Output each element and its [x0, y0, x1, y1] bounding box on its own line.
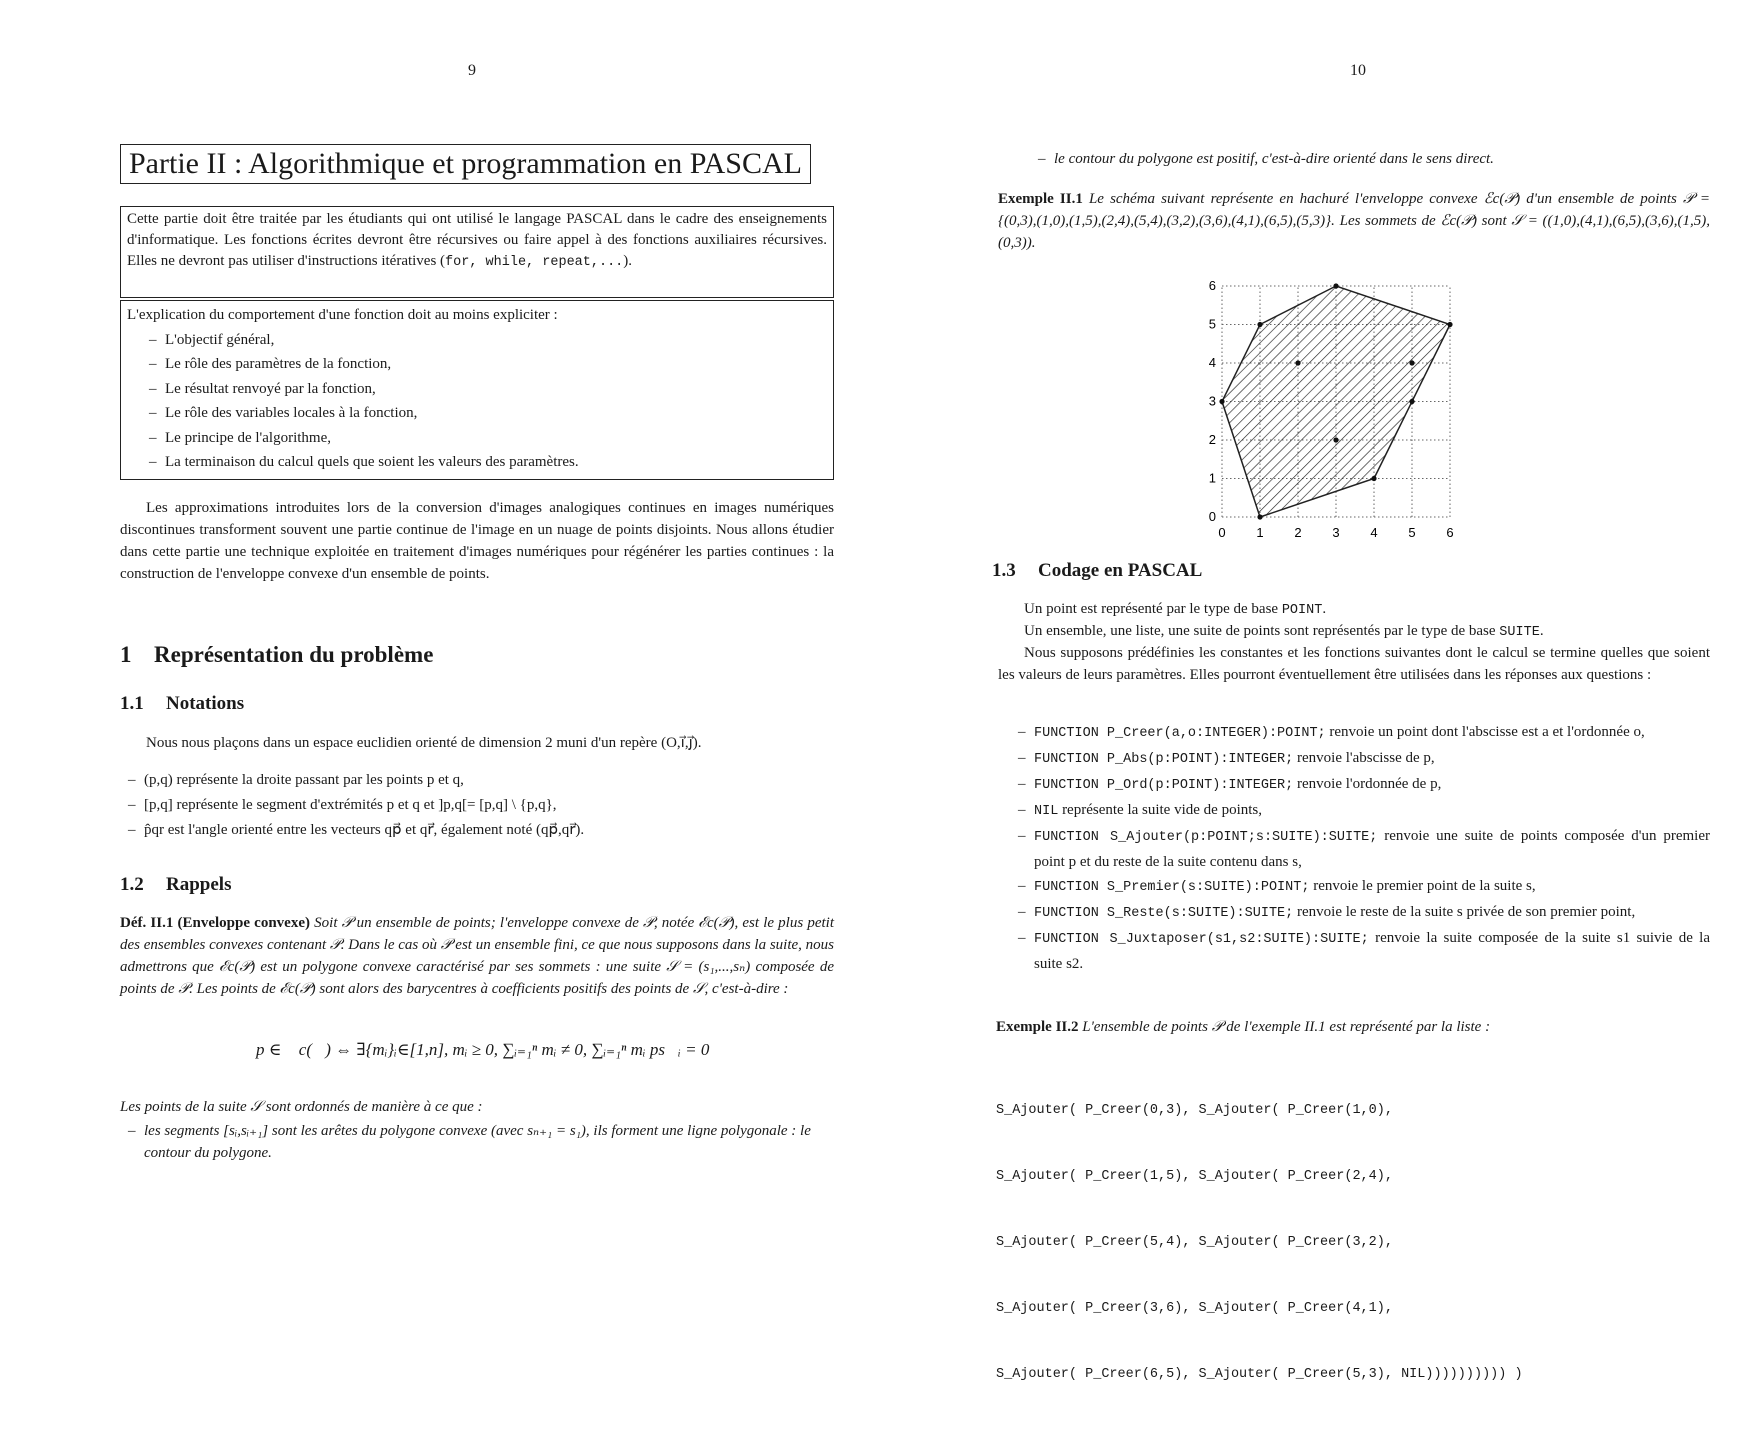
data-point: [1257, 514, 1262, 519]
subsection-title: Rappels: [166, 874, 232, 895]
list-item: [1014, 772, 1710, 798]
list-item: [1014, 720, 1710, 746]
y-tick-label: 3: [1208, 393, 1216, 409]
y-tick-label: 4: [1208, 355, 1216, 370]
coding-paragraph: Nous supposons prédéfinies les constantes et les fonctions suivantes dont le calcul se termine quelles que soient les valeurs de leurs paramètres. Elles pourront éventuellement être utilisées dans les réponses aux questions :: [998, 645, 1710, 683]
example-label: Exemple II.1: [998, 191, 1083, 207]
data-point: [1409, 399, 1414, 404]
x-tick-labels: [1218, 525, 1453, 540]
function-description: représente la suite vide de points,: [1058, 802, 1262, 818]
convex-hull-chart: [1194, 250, 1454, 545]
section-number: 1: [120, 642, 132, 667]
list-item: – (p,q) représente la droite passant par les points p et q,: [124, 768, 836, 793]
definition-label: Déf. II.1 (Enveloppe convexe): [120, 915, 310, 931]
function-description: renvoie la suite composée de la suite s1 suivie de la suite s2.: [1034, 930, 1711, 972]
x-tick-label: 2: [1294, 525, 1302, 540]
function-description: renvoie le reste de la suite s privée de son premier point,: [1293, 904, 1636, 920]
coding-line: [1024, 598, 1710, 622]
right-page: [874, 0, 1748, 1382]
subsection-number: 1.3: [992, 560, 1016, 581]
data-point: [1447, 322, 1452, 327]
example-text: L'ensemble de points 𝒫 de l'exemple II.1 est représenté par la liste :: [1082, 1019, 1491, 1035]
coding-text: .: [1322, 601, 1327, 617]
code-block: [996, 1056, 1523, 1430]
data-point: [1409, 360, 1414, 365]
data-point: [1257, 322, 1262, 327]
x-tick-label: 5: [1408, 525, 1416, 540]
x-tick-label: 3: [1332, 525, 1340, 540]
subsection-heading: [992, 560, 1202, 582]
notations-list: [124, 768, 836, 843]
data-point: [1295, 360, 1300, 365]
x-tick-label: 0: [1218, 525, 1226, 540]
example-text: Le schéma suivant représente en hachuré l'enveloppe convexe ℰc(𝒫) d'un ensemble de points 𝒫 = {(0,3),(1,0),(1,5),(2,4),(5,4),(3,2),(3,6),(4,1),(6,5),(5,3)}. Les sommets de ℰc(𝒫) sont 𝒮 = ((1,0),(4,1),(6,5),(3,6),(1,5),(0,3)).: [998, 191, 1711, 251]
function-signature: FUNCTION S_Ajouter(p:POINT;s:SUITE):SUITE;: [1034, 830, 1378, 845]
coding-line: [1024, 620, 1710, 644]
function-description: renvoie le premier point de la suite s,: [1309, 878, 1536, 894]
subsection-title: Notations: [166, 693, 245, 714]
list-item: – p̂qr est l'angle orienté entre les vecteurs qp⃗ et qr⃗, également noté (qp⃗,qr⃗).: [124, 818, 836, 843]
left-page: [0, 0, 874, 1217]
coding-text: Un point est représenté par le type de base: [1024, 601, 1282, 617]
function-description: renvoie un point dont l'abscisse est a et l'ordonnée o,: [1325, 724, 1645, 740]
function-signature: FUNCTION S_Juxtaposer(s1,s2:SUITE):SUITE;: [1034, 932, 1369, 947]
y-tick-label: 1: [1208, 470, 1216, 486]
list-item: – Le résultat renvoyé par la fonction,: [145, 377, 827, 402]
barycenter-formula: p ∈ ℰc(𝒫) ⇔ ∃{mᵢ}ᵢ∈[1,n], mᵢ ≥ 0, ∑ᵢ₌₁ⁿ mᵢ ≠ 0, ∑ᵢ₌₁ⁿ mᵢ ps⃗ᵢ = 0⃗: [256, 1040, 723, 1059]
list-item: – le contour du polygone est positif, c'est-à-dire orienté dans le sens direct.: [1034, 148, 1594, 170]
notations-intro: Nous nous plaçons dans un espace euclidien orienté de dimension 2 muni d'un repère (O,i⃗,j⃗).: [146, 735, 702, 751]
part-title: Partie II : Algorithmique et programmation en PASCAL: [120, 144, 811, 184]
x-tick-label: 1: [1256, 525, 1264, 540]
instructions-code: for, while, repeat,...: [445, 255, 624, 270]
code-line: S_Ajouter( P_Creer(0,3), S_Ajouter( P_Creer(1,0),: [996, 1103, 1393, 1118]
coding-text: Un ensemble, une liste, une suite de points sont représentés par le type de base: [1024, 623, 1500, 639]
example-2: [996, 1016, 1710, 1038]
x-tick-label: 4: [1370, 525, 1378, 540]
list-item: – [p,q] représente le segment d'extrémités p et q et ]p,q[= [p,q] \ {p,q},: [124, 793, 836, 818]
y-tick-label: 0: [1208, 509, 1216, 524]
list-item: [1014, 824, 1710, 874]
intro-paragraph: Les approximations introduites lors de la conversion d'images analogiques continues en images numériques discontinues transforment souvent une partie continue de l'image en un nuage de points disjoints. Nous allons étudier dans cette partie une technique exploitée en traitement d'images numériques pour régénérer les parties continues : la construction de l'enveloppe convexe d'un ensemble de points.: [120, 500, 834, 582]
function-signature: FUNCTION S_Premier(s:SUITE):POINT;: [1034, 880, 1310, 895]
list-item: – Le principe de l'algorithme,: [145, 426, 827, 451]
example-1: [998, 188, 1710, 254]
data-point: [1333, 437, 1338, 442]
function-signature: NIL: [1034, 804, 1059, 819]
subsection-heading: [120, 874, 231, 896]
list-item: [1014, 926, 1710, 976]
x-tick-label: 6: [1446, 525, 1454, 540]
function-description: renvoie l'ordonnée de p,: [1293, 776, 1442, 792]
list-item: [1014, 746, 1710, 772]
continued-list: [1034, 148, 1594, 170]
list-item: [1014, 900, 1710, 926]
code-line: S_Ajouter( P_Creer(3,6), S_Ajouter( P_Creer(4,1),: [996, 1301, 1393, 1316]
y-tick-label: 2: [1208, 432, 1216, 447]
explanation-list: [127, 328, 827, 475]
page-number: 9: [468, 62, 476, 79]
coding-text: .: [1539, 623, 1544, 639]
subsection-heading: [120, 693, 244, 715]
function-signature: FUNCTION P_Creer(a,o:INTEGER):POINT;: [1034, 726, 1326, 741]
y-tick-labels: [1209, 278, 1216, 524]
list-item: – Le rôle des variables locales à la fonction,: [145, 401, 827, 426]
example-label: Exemple II.2: [996, 1019, 1079, 1035]
y-tick-label: 6: [1208, 278, 1216, 293]
code-line: S_Ajouter( P_Creer(1,5), S_Ajouter( P_Creer(2,4),: [996, 1169, 1393, 1184]
page-number: 10: [1350, 62, 1366, 79]
list-item: – les segments [sᵢ,sᵢ₊₁] sont les arêtes du polygone convexe (avec sₙ₊₁ = s₁), ils forment une ligne polygonale : le contour du polygone.: [124, 1120, 836, 1164]
ordered-text: Les points de la suite 𝒮 sont ordonnés de manière à ce que :: [120, 1099, 483, 1115]
section-heading: [120, 642, 433, 668]
list-item: [1014, 798, 1710, 824]
data-point: [1219, 399, 1224, 404]
code-line: S_Ajouter( P_Creer(5,4), S_Ajouter( P_Creer(3,2),: [996, 1235, 1393, 1250]
explanation-box: [120, 300, 834, 480]
coding-code: POINT: [1281, 603, 1323, 618]
code-line: S_Ajouter( P_Creer(6,5), S_Ajouter( P_Creer(5,3), NIL)))))))))) ): [996, 1367, 1523, 1382]
ordered-list: [124, 1120, 836, 1164]
data-point: [1371, 476, 1376, 481]
function-signature: FUNCTION P_Abs(p:POINT):INTEGER;: [1034, 752, 1294, 767]
functions-list: [1014, 720, 1710, 976]
subsection-number: 1.2: [120, 874, 144, 895]
list-item: [1014, 874, 1710, 900]
subsection-title: Codage en PASCAL: [1038, 560, 1203, 581]
list-item: – L'objectif général,: [145, 328, 827, 353]
data-point: [1333, 283, 1338, 288]
definition: [120, 912, 834, 1000]
function-description: renvoie l'abscisse de p,: [1293, 750, 1435, 766]
function-description: renvoie une suite de points composée d'un premier point p et du reste de la suite contenu dans s,: [1034, 828, 1710, 870]
instructions-text: Cette partie doit être traitée par les étudiants qui ont utilisé le langage PASCAL dans le cadre des enseignements d'informatique. Les fonctions écrites devront être récursives ou faire appel à des fonctions auxiliaires récursives. Elles ne devront pas utiliser d'instructions itératives (: [127, 211, 827, 269]
explanation-intro: L'explication du comportement d'une fonction doit au moins expliciter :: [127, 307, 558, 323]
convex-hull-polygon: [1222, 286, 1450, 517]
function-signature: FUNCTION P_Ord(p:POINT):INTEGER;: [1034, 778, 1294, 793]
y-tick-label: 5: [1208, 316, 1216, 332]
section-title: Représentation du problème: [154, 642, 434, 667]
function-signature: FUNCTION S_Reste(s:SUITE):SUITE;: [1034, 906, 1294, 921]
definition-text: Soit 𝒫 un ensemble de points; l'enveloppe convexe de 𝒫, notée ℰc(𝒫), est le plus petit des ensembles convexes contenant 𝒫. Dans le cas où 𝒫 est un ensemble fini, ce que nous supposons dans la suite, nous admettrons que ℰc(𝒫) est un polygone convexe caractérisé par ses sommets : une suite 𝒮 = (s₁,...,sₙ) composée de points de 𝒫. Les points de ℰc(𝒫) sont alors des barycentres à coefficients positifs des points de 𝒮, c'est-à-dire :: [120, 915, 835, 997]
subsection-number: 1.1: [120, 693, 144, 714]
instructions-box: [120, 206, 834, 298]
instructions-end: ).: [623, 253, 633, 269]
coding-code: SUITE: [1499, 625, 1540, 640]
list-item: – La terminaison du calcul quels que soient les valeurs des paramètres.: [145, 450, 827, 475]
list-item: – Le rôle des paramètres de la fonction,: [145, 352, 827, 377]
